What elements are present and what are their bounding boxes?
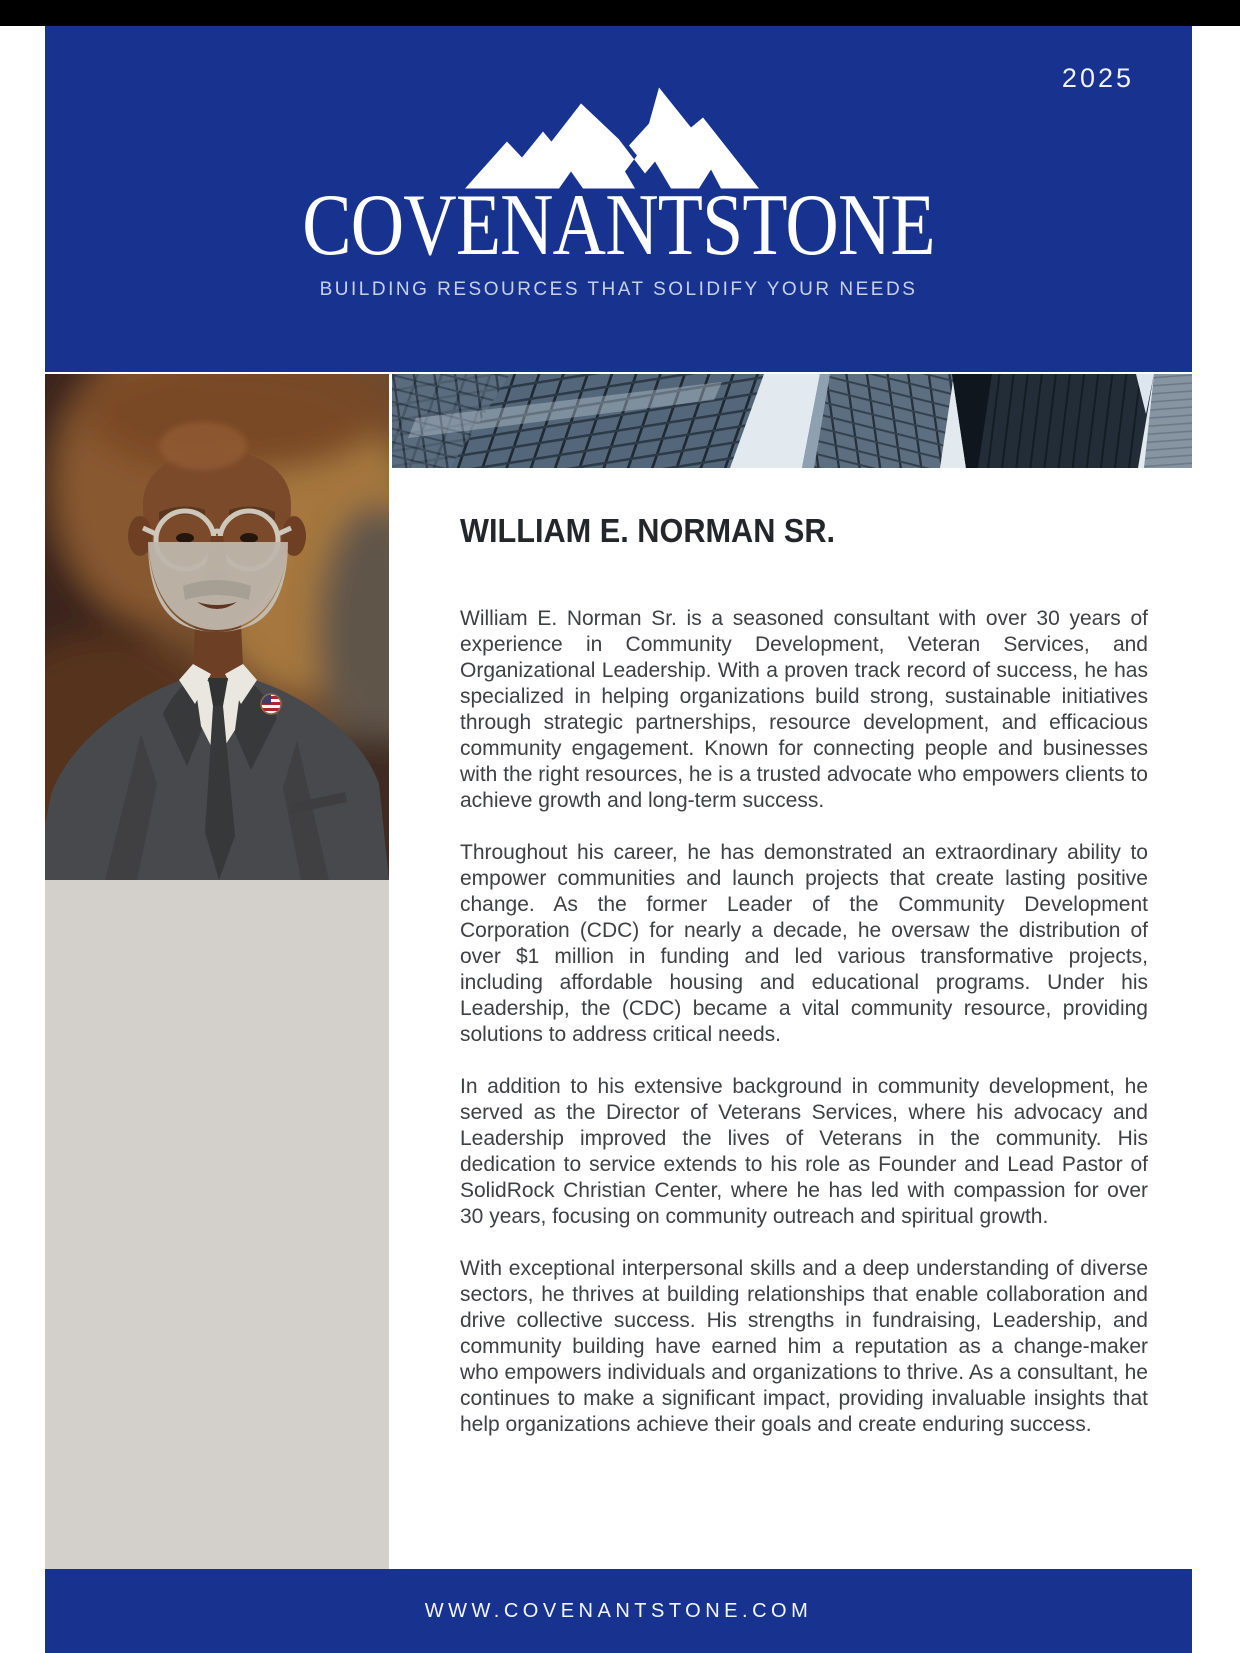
brand-title: COVENANTSTONE xyxy=(302,177,935,274)
header-banner xyxy=(45,26,1192,372)
profile-heading: WILLIAM E. NORMAN SR. xyxy=(460,512,836,549)
year-label: 2025 xyxy=(1061,63,1134,93)
portrait-photo xyxy=(45,374,389,880)
profile-paragraph: In addition to his extensive background in community development, he served as the Director of Veterans Services, where his advocacy and Leadership improved the lives of Veterans in the community. His dedication to service extends to his role as Founder and Lead Pastor of SolidRock Christian Center, where he has led with compassion for over 30 years, focusing on community outreach and spiritual growth. xyxy=(460,1075,1148,1228)
skyscrapers-photo xyxy=(392,374,1192,468)
top-black-bar xyxy=(0,0,1240,26)
profile-body xyxy=(460,606,1148,1464)
profile-paragraph: With exceptional interpersonal skills and a deep understanding of diverse sectors, he thrives at building relationships that enable collaboration and drive collective success. His strengths in fundraising, Leadership, and community building have earned him a reputation as a change-maker who empowers individuals and organizations to thrive. As a consultant, he continues to make a significant impact, providing invaluable insights that help organizations achieve their goals and create enduring success. xyxy=(460,1257,1148,1436)
profile-paragraph: William E. Norman Sr. is a seasoned consultant with over 30 years of experience in Community Development, Veteran Services, and Organizational Leadership. With a proven track record of success, he has specialized in helping organizations build strong, sustainable initiatives through strategic partnerships, resource development, and efficacious community engagement. Known for connecting people and businesses with the right resources, he is a trusted advocate who empowers clients to achieve growth and long-term success. xyxy=(460,607,1148,812)
profile-paragraph: Throughout his career, he has demonstrated an extraordinary ability to empower communities and launch projects that create lasting positive change. As the former Leader of the Community Development Corporation (CDC) for nearly a decade, he oversaw the distribution of over $1 million in funding and led various transformative projects, including affordable housing and educational programs. Under his Leadership, the (CDC) became a vital community resource, providing solutions to address critical needs. xyxy=(460,841,1148,1046)
website-url: WWW.COVENANTSTONE.COM xyxy=(424,1599,813,1622)
brand-tagline: BUILDING RESOURCES THAT SOLIDIFY YOUR NEEDS xyxy=(319,279,918,300)
footer-bar xyxy=(45,1569,1192,1653)
sidebar-color-block xyxy=(45,880,389,1569)
